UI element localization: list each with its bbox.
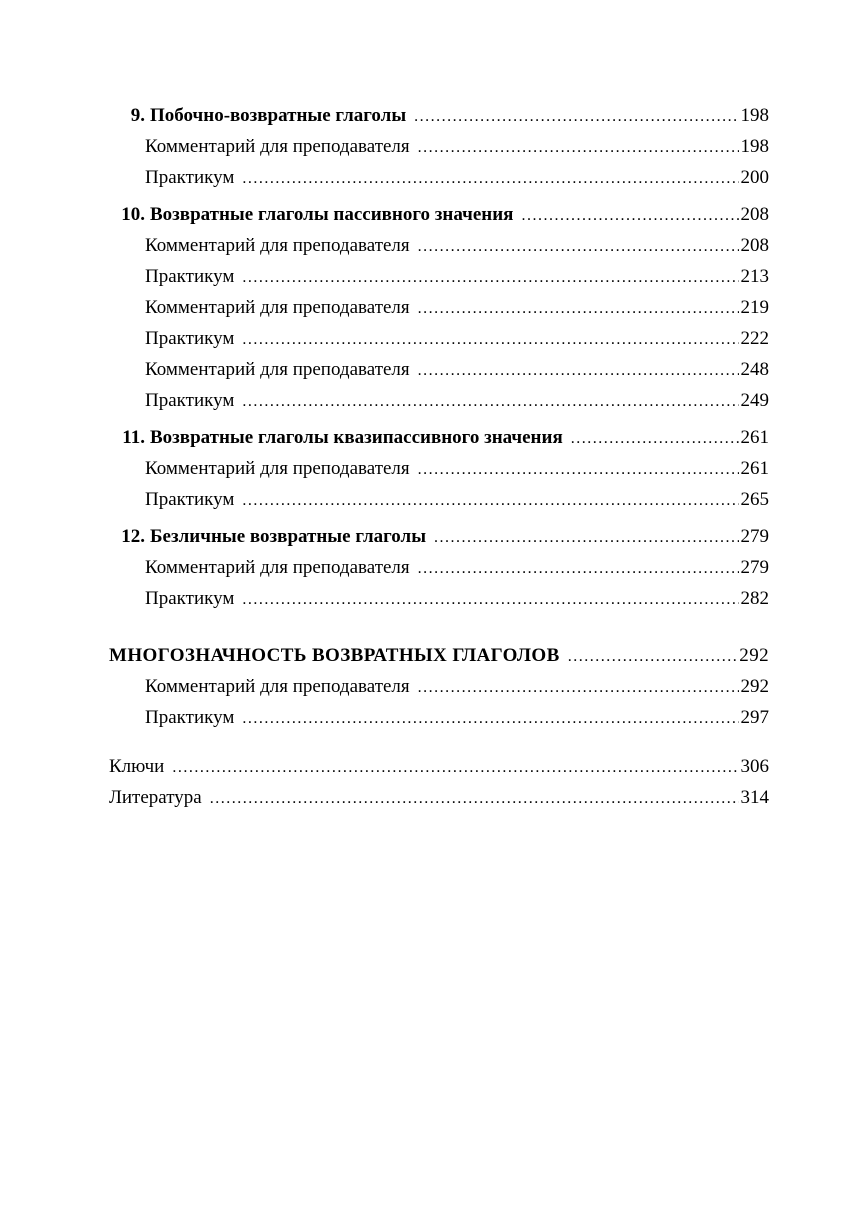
chapter-number: 10. <box>121 204 145 225</box>
dot-leader <box>434 522 738 553</box>
toc-entry[interactable] <box>109 292 769 323</box>
page-number: 282 <box>740 588 769 609</box>
toc-entry[interactable] <box>109 583 769 614</box>
dot-leader <box>521 200 738 231</box>
entry-title: Комментарий для преподавателя <box>145 676 410 697</box>
chapter-number: 12. <box>121 526 145 547</box>
toc-chapter-12[interactable] <box>109 521 769 552</box>
chapter-number: 11. <box>122 427 145 448</box>
page-number: 261 <box>740 458 769 479</box>
page-number: 208 <box>740 235 769 256</box>
page-number: 314 <box>740 787 769 808</box>
page-number: 297 <box>740 707 769 728</box>
toc-entry[interactable] <box>109 385 769 416</box>
toc-entry[interactable] <box>109 484 769 515</box>
entry-title: Комментарий для преподавателя <box>145 235 410 256</box>
dot-leader <box>418 132 739 163</box>
dot-leader <box>418 553 739 584</box>
entry-title: Комментарий для преподавателя <box>145 458 410 479</box>
dot-leader <box>568 641 738 672</box>
dot-leader <box>210 783 739 814</box>
entry-title: Комментарий для преподавателя <box>145 297 410 318</box>
toc-section-polysemy[interactable] <box>109 640 769 671</box>
entry-title: Комментарий для преподавателя <box>145 136 410 157</box>
page-number: 198 <box>740 136 769 157</box>
page-number: 213 <box>740 266 769 287</box>
page-number: 219 <box>740 297 769 318</box>
toc-literature[interactable] <box>109 782 769 813</box>
toc-entry[interactable] <box>109 261 769 292</box>
chapter-title: Побочно-возвратные глаголы <box>150 105 407 126</box>
entry-title: Практикум <box>145 328 235 349</box>
toc-entry[interactable] <box>109 552 769 583</box>
section-title: МНОГОЗНАЧНОСТЬ ВОЗВРАТНЫХ ГЛАГОЛОВ <box>109 645 560 666</box>
page-number: 306 <box>740 756 769 777</box>
table-of-contents <box>109 100 769 813</box>
page-number: 222 <box>740 328 769 349</box>
dot-leader <box>242 386 738 417</box>
dot-leader <box>418 293 739 324</box>
page-number: 249 <box>740 390 769 411</box>
page-number: 279 <box>740 526 769 547</box>
page-number: 265 <box>740 489 769 510</box>
chapter-title: Возвратные глаголы квазипассивного значения <box>150 427 563 448</box>
chapter-title: Возвратные глаголы пассивного значения <box>150 204 514 225</box>
toc-keys[interactable] <box>109 751 769 782</box>
toc-entry[interactable] <box>109 354 769 385</box>
entry-title: Практикум <box>145 489 235 510</box>
page-number: 200 <box>740 167 769 188</box>
dot-leader <box>172 752 738 783</box>
chapter-title: Безличные возвратные глаголы <box>150 526 427 547</box>
entry-title: Комментарий для преподавателя <box>145 359 410 380</box>
dot-leader <box>571 423 739 454</box>
toc-entry[interactable] <box>109 671 769 702</box>
entry-title: Ключи <box>109 756 165 777</box>
dot-leader <box>418 672 739 703</box>
dot-leader <box>242 262 738 293</box>
toc-entry[interactable] <box>109 230 769 261</box>
entry-title: Литература <box>109 787 202 808</box>
toc-chapter-11[interactable] <box>109 422 769 453</box>
page-number: 248 <box>740 359 769 380</box>
dot-leader <box>418 355 739 386</box>
page-number: 292 <box>740 676 769 697</box>
entry-title: Практикум <box>145 266 235 287</box>
toc-entry[interactable] <box>109 702 769 733</box>
toc-entry[interactable] <box>109 453 769 484</box>
entry-title: Практикум <box>145 707 235 728</box>
page-number: 198 <box>740 105 769 126</box>
dot-leader <box>418 231 739 262</box>
dot-leader <box>414 101 738 132</box>
page-number: 261 <box>740 427 769 448</box>
dot-leader <box>242 163 738 194</box>
toc-chapter-9[interactable] <box>109 100 769 131</box>
page-number: 292 <box>739 645 769 666</box>
toc-entry[interactable] <box>109 323 769 354</box>
toc-chapter-10[interactable] <box>109 199 769 230</box>
toc-entry[interactable] <box>109 162 769 193</box>
page-number: 208 <box>740 204 769 225</box>
entry-title: Практикум <box>145 167 235 188</box>
dot-leader <box>242 584 738 615</box>
entry-title: Практикум <box>145 588 235 609</box>
dot-leader <box>242 485 738 516</box>
toc-entry[interactable] <box>109 131 769 162</box>
entry-title: Комментарий для преподавателя <box>145 557 410 578</box>
entry-title: Практикум <box>145 390 235 411</box>
chapter-number: 9. <box>130 105 145 126</box>
dot-leader <box>242 324 738 355</box>
page-number: 279 <box>740 557 769 578</box>
dot-leader <box>418 454 739 485</box>
dot-leader <box>242 703 738 734</box>
